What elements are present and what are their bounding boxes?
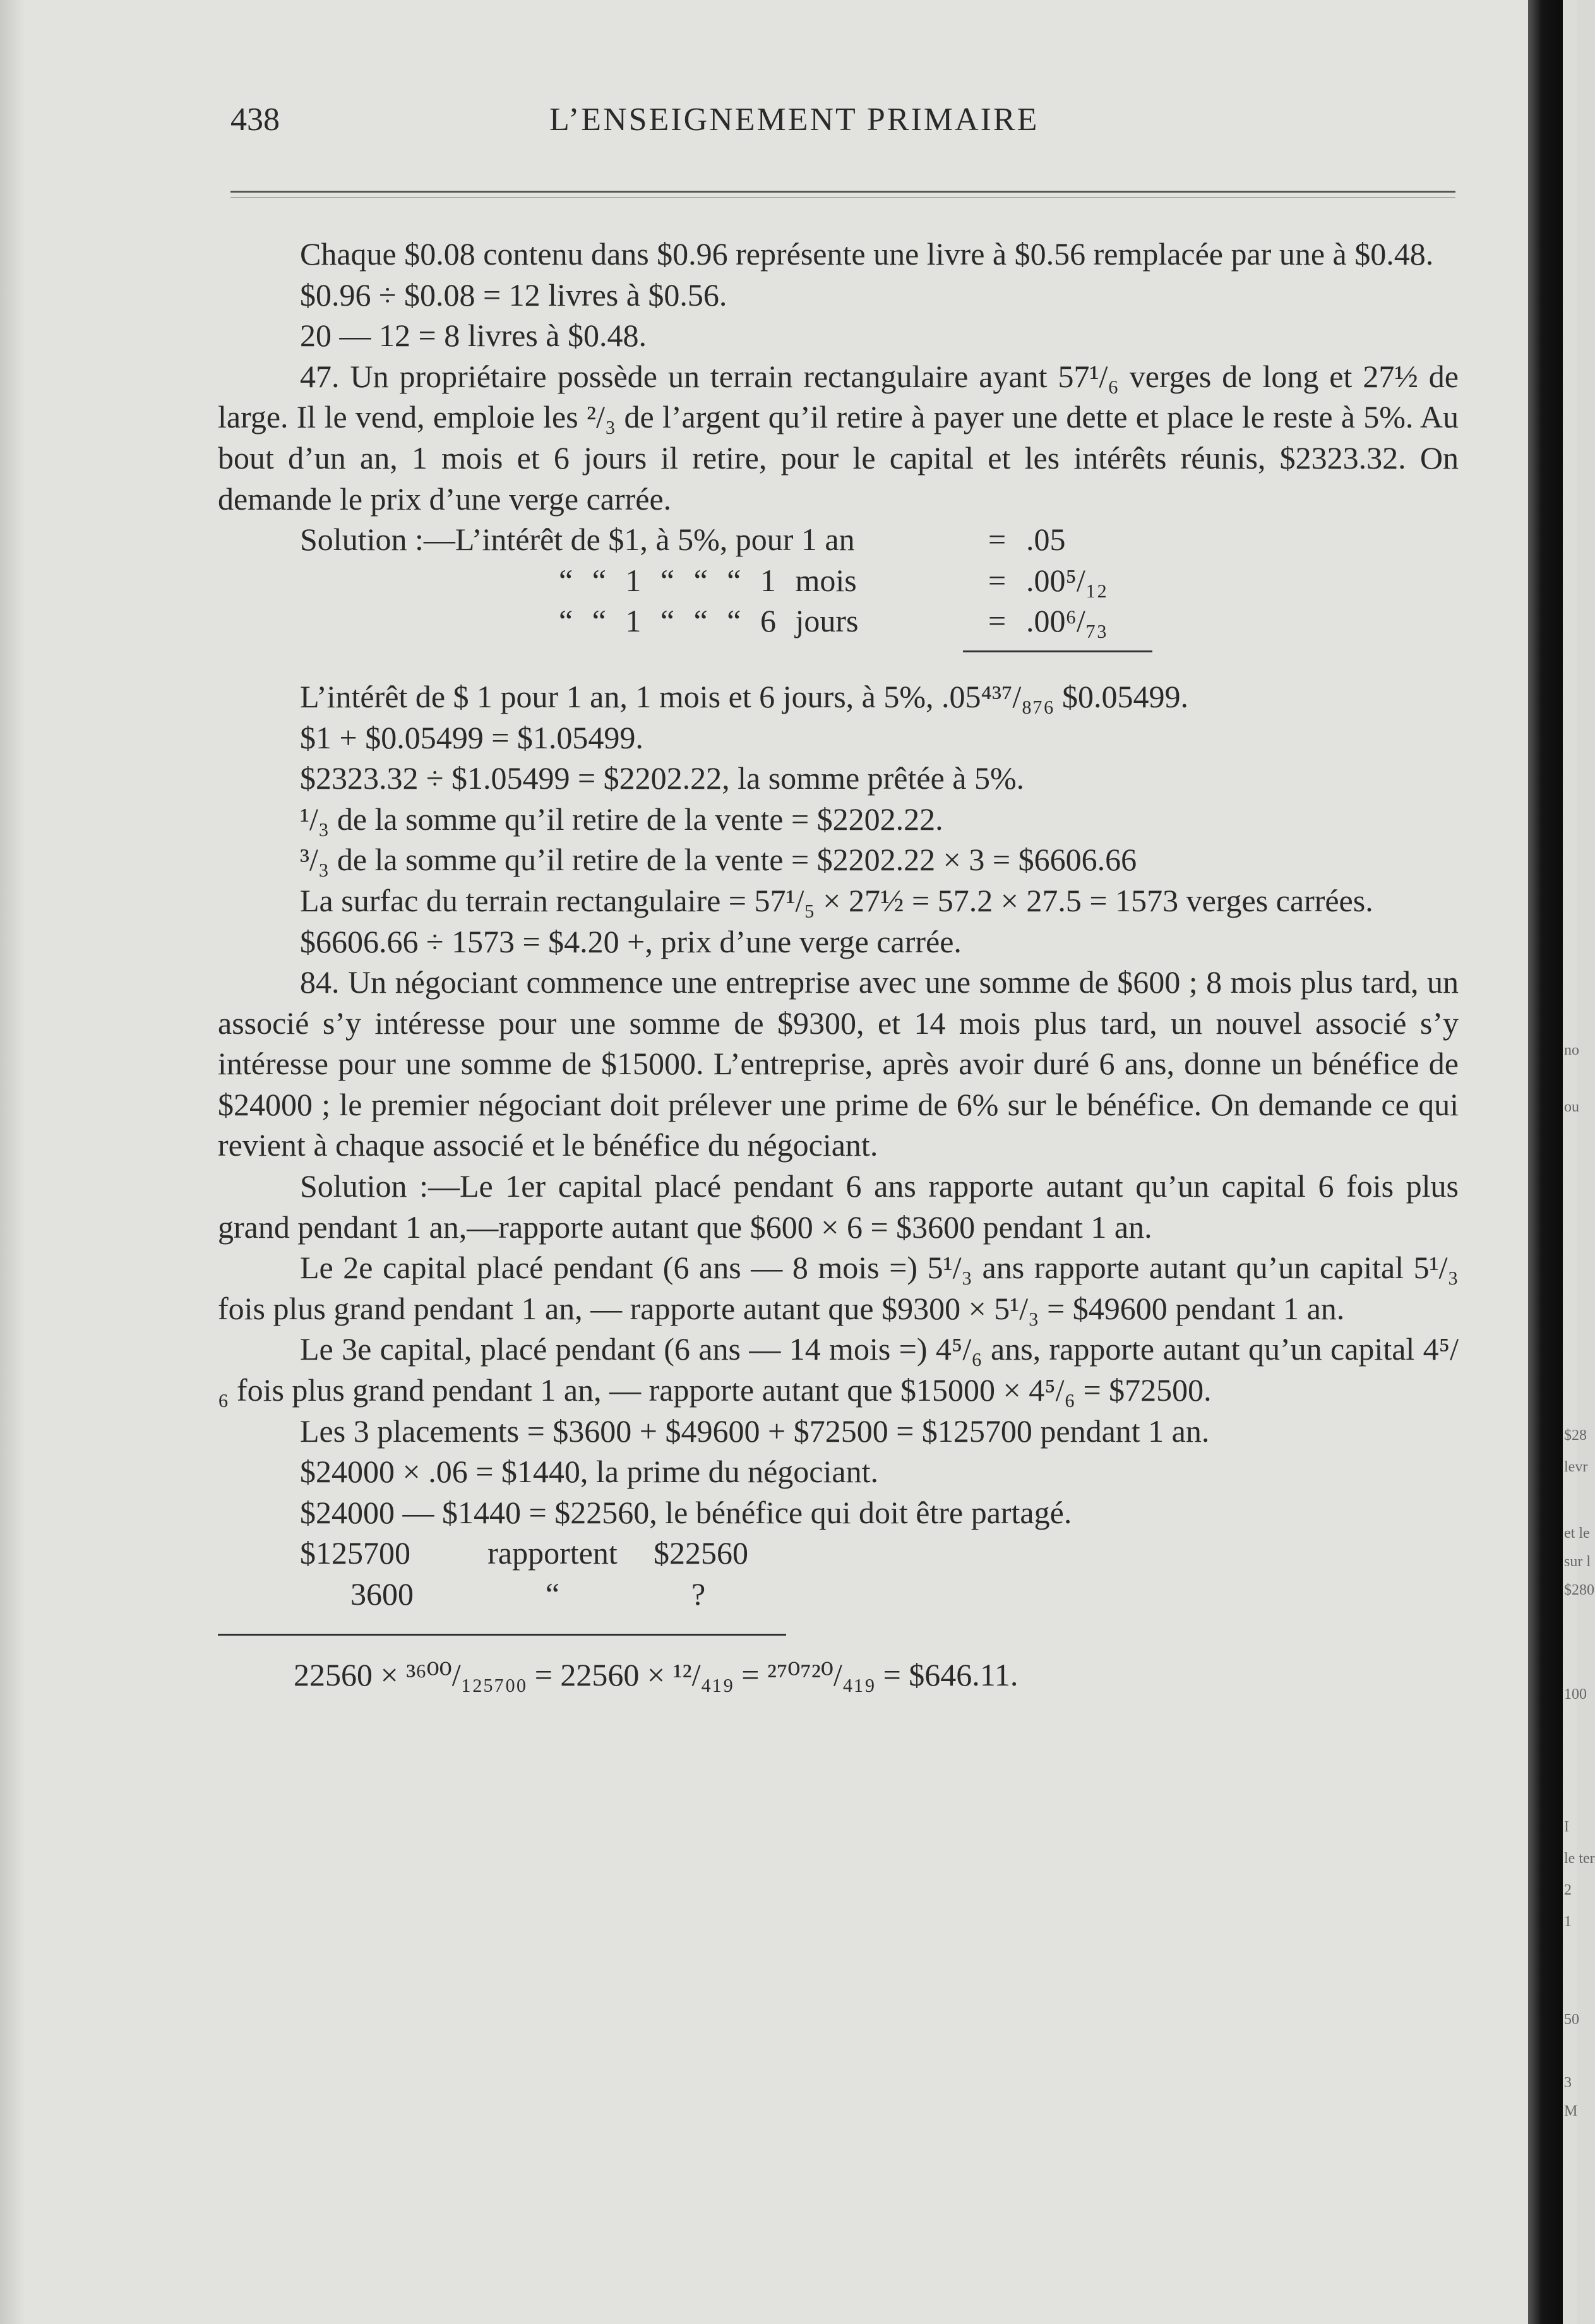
equation-line: $24000 — $1440 = $22560, le bénéfice qui doit être partagé. bbox=[300, 1494, 1072, 1530]
margin-fragment: 2 bbox=[1564, 1882, 1572, 1898]
paragraph: La surfac du terrain rectangulaire = 57¹/₅ × 27½ = 57.2 × 27.5 = 1573 verges carrées. bbox=[300, 882, 1373, 918]
margin-fragment: $28 bbox=[1564, 1427, 1587, 1444]
proportion-cell: ? bbox=[691, 1576, 706, 1612]
margin-fragment: ou bbox=[1564, 1099, 1579, 1115]
running-title: L’ENSEIGNEMENT PRIMAIRE bbox=[549, 102, 1039, 138]
margin-fragment: 50 bbox=[1564, 2011, 1579, 2028]
problem-47: 47. Un propriétaire possède un terrain rectangulaire ayant 57¹/₆ verges de long et 27½ de large. Il le vend, emploie les ²/₃ de l’argent qu’il retire à payer une dette et place le reste à 5%. Au bout d’un an, 1 mois et 6 jours il retire, pour le capital et les intérêts réunis, $2323.32. On demande le prix d’une verge carrée. bbox=[218, 358, 1459, 517]
equals-sign: = bbox=[988, 562, 1007, 598]
solution-value: .05 bbox=[1026, 522, 1066, 558]
margin-fragment: sur l bbox=[1564, 1554, 1591, 1570]
proportion-cell: “ bbox=[545, 1576, 560, 1612]
proportion-cell: $125700 bbox=[300, 1535, 410, 1571]
paragraph: Le 2e capital placé pendant (6 ans — 8 mois =) 5¹/₃ ans rapporte autant qu’un capital 5¹/₃ fois plus grand pendant 1 an, — rapporte autant que $9300 × 5¹/₃ = $49600 pendant 1 an. bbox=[218, 1250, 1459, 1326]
margin-fragment: 3 bbox=[1564, 2075, 1572, 2091]
page-number: 438 bbox=[230, 102, 280, 138]
proportion-row bbox=[218, 1574, 1459, 1615]
proportion-cell: rapportent bbox=[487, 1535, 618, 1571]
solution-value: .00⁶/₇₃ bbox=[1026, 603, 1108, 639]
margin-fragment: M bbox=[1564, 2103, 1578, 2119]
proportion-cell: 3600 bbox=[350, 1576, 414, 1612]
result-rule bbox=[218, 1634, 786, 1636]
equation-line: 20 — 12 = 8 livres à $0.48. bbox=[300, 318, 647, 354]
solution-label: “ “ 1 “ “ “ 1 mois bbox=[559, 562, 857, 598]
solution-row bbox=[218, 560, 1459, 601]
paragraph: Chaque $0.08 contenu dans $0.96 représente une livre à $0.56 remplacée par une à $0.48. bbox=[300, 236, 1434, 272]
margin-fragment: no bbox=[1564, 1042, 1579, 1058]
page-body bbox=[218, 234, 1459, 1695]
margin-fragment: 1 bbox=[1564, 1914, 1572, 1930]
proportion-row bbox=[218, 1533, 1459, 1574]
solution-value: .00⁵/₁₂ bbox=[1026, 562, 1108, 598]
equation-line: $1 + $0.05499 = $1.05499. bbox=[300, 719, 643, 755]
margin-fragment: 100 bbox=[1564, 1686, 1587, 1703]
solution-label: Solution :—L’intérêt de $1, à 5%, pour 1 an bbox=[300, 522, 855, 558]
header-rule bbox=[230, 191, 1455, 193]
solution-row bbox=[218, 519, 1459, 560]
equation-line: $24000 × .06 = $1440, la prime du négociant. bbox=[300, 1454, 878, 1490]
margin-fragment: I bbox=[1564, 1819, 1569, 1835]
proportion-cell: $22560 bbox=[654, 1535, 748, 1571]
margin-fragment: $280 bbox=[1564, 1582, 1594, 1598]
margin-fragment: le ter bbox=[1564, 1850, 1595, 1867]
paragraph: L’intérêt de $ 1 pour 1 an, 1 mois et 6 jours, à 5%, .05⁴³⁷/₈₇₆ $0.05499. bbox=[300, 678, 1189, 714]
margin-fragment: levr bbox=[1564, 1459, 1588, 1475]
equation-line: ¹/₃ de la somme qu’il retire de la vente = $2202.22. bbox=[300, 801, 943, 837]
header-rule-thin bbox=[230, 197, 1455, 198]
solution-paragraph: Solution :—Le 1er capital placé pendant 6 ans rapporte autant qu’un capital 6 fois plus grand pendant 1 an,—rapporte autant que $600 × 6 = $3600 pendant 1 an. bbox=[218, 1168, 1459, 1245]
solution-label: “ “ 1 “ “ “ 6 jours bbox=[559, 603, 859, 639]
margin-fragment: et le bbox=[1564, 1525, 1590, 1542]
problem-84: 84. Un négociant commence une entreprise avec une somme de $600 ; 8 mois plus tard, un associé s’y intéresse pour une somme de $9300, et 14 mois plus tard, un nouvel associé s’y intéresse pour une somme de $15000. L’entreprise, après avoir duré 6 ans, donne un bénéfice de $24000 ; le premier négociant doit prélever une prime de 6% sur le bénéfice. On demande ce qui revient à chaque associé et le bénéfice du négociant. bbox=[218, 964, 1459, 1163]
book-binding-gutter bbox=[1528, 0, 1563, 2324]
equation-line: $0.96 ÷ $0.08 = 12 livres à $0.56. bbox=[300, 277, 727, 313]
equation-line: $2323.32 ÷ $1.05499 = $2202.22, la somme prêtée à 5%. bbox=[300, 760, 1025, 796]
final-result: 22560 × ³⁶⁰⁰/₁₂₅₇₀₀ = 22560 × ¹²/₄₁₉ = ²⁷⁰⁷²⁰/₄₁₉ = $646.11. bbox=[294, 1656, 1019, 1692]
page-header bbox=[221, 101, 1459, 145]
paragraph: Les 3 placements = $3600 + $49600 + $72500 = $125700 pendant 1 an. bbox=[300, 1413, 1210, 1449]
equation-line: ³/₃ de la somme qu’il retire de la vente = $2202.22 × 3 = $6606.66 bbox=[300, 842, 1137, 878]
page-left-edge bbox=[0, 0, 25, 2324]
equals-sign: = bbox=[988, 522, 1007, 558]
adjacent-page-fragments bbox=[1563, 0, 1595, 2324]
equation-line: $6606.66 ÷ 1573 = $4.20 +, prix d’une verge carrée. bbox=[300, 923, 962, 959]
solution-row bbox=[218, 601, 1459, 642]
equals-sign: = bbox=[988, 603, 1007, 639]
sum-rule bbox=[963, 650, 1152, 652]
paragraph: Le 3e capital, placé pendant (6 ans — 14 mois =) 4⁵/₆ ans, rapporte autant qu’un capital 4⁵/₆ fois plus grand pendant 1 an, — rapporte autant que $15000 × 4⁵/₆ = $72500. bbox=[218, 1331, 1459, 1408]
